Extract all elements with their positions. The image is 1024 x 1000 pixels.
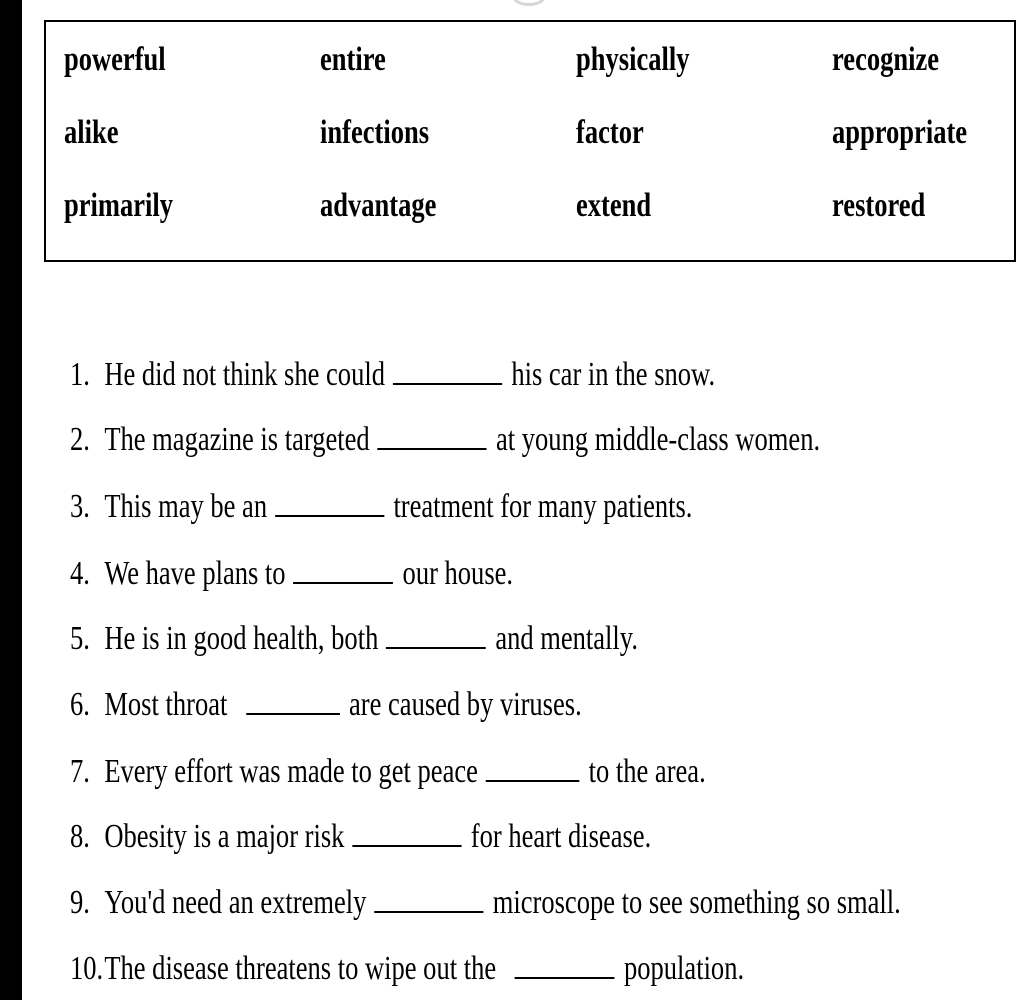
exercise-number: 10. xyxy=(70,950,104,987)
exercise-text-after: are caused by viruses. xyxy=(349,686,582,723)
exercise-item xyxy=(70,815,1010,859)
word-bank-item: extend xyxy=(576,187,652,224)
answer-blank[interactable] xyxy=(275,485,384,517)
word-bank-item: alike xyxy=(64,114,119,151)
word-bank-item: powerful xyxy=(64,41,166,78)
exercise-text-after: our house. xyxy=(402,555,514,592)
exercise-text-after: his car in the snow. xyxy=(511,356,716,393)
word-bank-item: restored xyxy=(832,187,926,224)
exercise-text-before: The magazine is targeted xyxy=(104,421,370,458)
exercise-item xyxy=(70,881,1010,925)
answer-blank[interactable] xyxy=(377,418,486,450)
word-bank-item: advantage xyxy=(320,187,437,224)
exercise-text-before: He is in good health, both xyxy=(104,620,379,657)
exercise-item xyxy=(70,353,1010,397)
exercise-text-before: Every effort was made to get peace xyxy=(104,753,478,790)
exercise-item xyxy=(70,750,1010,794)
exercise-number: 8. xyxy=(70,818,90,855)
exercise-item xyxy=(70,418,1010,462)
word-bank-item: entire xyxy=(320,41,386,78)
word-bank-item: infections xyxy=(320,114,430,151)
exercise-text-before: Most throat xyxy=(104,686,228,723)
word-bank-box xyxy=(44,20,1016,262)
word-bank-item: appropriate xyxy=(832,114,968,151)
exercise-number: 3. xyxy=(70,488,90,525)
exercise-text-before: The disease threatens to wipe out the xyxy=(104,950,497,987)
answer-blank[interactable] xyxy=(393,353,502,385)
exercise-number: 7. xyxy=(70,753,90,790)
exercise-text-before: Obesity is a major risk xyxy=(104,818,345,855)
answer-blank[interactable] xyxy=(352,815,461,847)
answer-blank[interactable] xyxy=(374,881,483,913)
word-bank-item: factor xyxy=(576,114,644,151)
exercise-text-after: population. xyxy=(624,950,745,987)
left-edge-bar xyxy=(0,0,22,1000)
answer-blank[interactable] xyxy=(386,617,486,649)
answer-blank[interactable] xyxy=(246,683,340,715)
answer-blank[interactable] xyxy=(515,947,615,979)
exercise-text-after: microscope to see something so small. xyxy=(492,884,901,921)
exercise-number: 4. xyxy=(70,555,90,592)
exercise-number: 9. xyxy=(70,884,90,921)
answer-blank[interactable] xyxy=(486,750,580,782)
exercise-text-after: at young middle-class women. xyxy=(496,421,821,458)
exercise-text-after: and mentally. xyxy=(495,620,638,657)
word-bank-item: recognize xyxy=(832,41,940,78)
exercise-text-before: He did not think she could xyxy=(104,356,385,393)
exercise-number: 2. xyxy=(70,421,90,458)
exercise-text-after: treatment for many patients. xyxy=(393,488,693,525)
word-bank-item: physically xyxy=(576,41,690,78)
exercise-number: 1. xyxy=(70,356,90,393)
exercise-item xyxy=(70,683,1010,727)
exercise-text-before: This may be an xyxy=(104,488,268,525)
exercise-text-before: We have plans to xyxy=(104,555,286,592)
exercise-item xyxy=(70,617,1010,661)
word-bank-item: primarily xyxy=(64,187,174,224)
exercise-text-after: for heart disease. xyxy=(470,818,652,855)
exercise-item xyxy=(70,485,1010,529)
exercise-item xyxy=(70,552,1010,596)
exercise-item xyxy=(70,947,1010,991)
answer-blank[interactable] xyxy=(293,552,393,584)
exercise-number: 5. xyxy=(70,620,90,657)
exercise-text-after: to the area. xyxy=(588,753,706,790)
top-artifact-icon xyxy=(512,0,546,6)
exercise-text-before: You'd need an extremely xyxy=(104,884,367,921)
exercise-number: 6. xyxy=(70,686,90,723)
